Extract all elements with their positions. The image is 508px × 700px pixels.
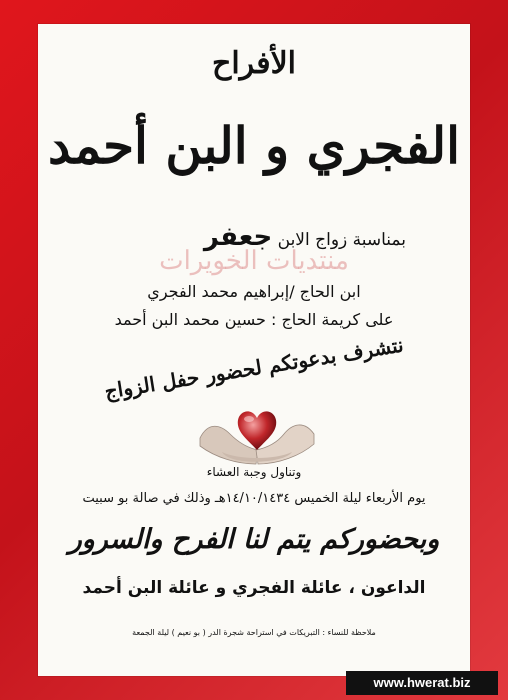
hosts-line: الداعون ، عائلة الفجري و عائلة البن أحمد	[82, 578, 426, 598]
groom-father: ابن الحاج /إبراهيم محمد الفجري	[147, 282, 361, 301]
hands-heart-image	[198, 394, 316, 468]
presence-line: وبحضوركم يتم لنا الفرح والسرور	[68, 524, 440, 555]
watermark: منتديات الخويرات	[159, 246, 349, 276]
groom-name: جعفر	[203, 222, 273, 252]
occasion-text: بمناسبة زواج الابن	[277, 230, 406, 250]
date-venue-line: يوم الأربعاء ليلة الخميس ١٤/١٠/١٤٣٤هـ وذلك في صالة بو سبيت	[82, 491, 426, 506]
families-title: الفجري و البن أحمد	[47, 116, 460, 175]
bride-father: على كريمة الحاج : حسين محمد البن أحمد	[114, 310, 394, 329]
site-badge[interactable]: www.hwerat.biz	[346, 671, 498, 695]
invite-line: نتشرف بدعوتكم لحضور حفل الزواج	[102, 332, 406, 404]
heading: الأفراح	[211, 46, 297, 81]
dinner-line: وتناول وجبة العشاء	[206, 465, 302, 479]
note-line: ملاحظة للنساء : التبريكات في استراحة شجرة الدر ( بو نعيم ) ليلة الجمعة	[132, 628, 376, 637]
invitation-card	[38, 24, 470, 676]
